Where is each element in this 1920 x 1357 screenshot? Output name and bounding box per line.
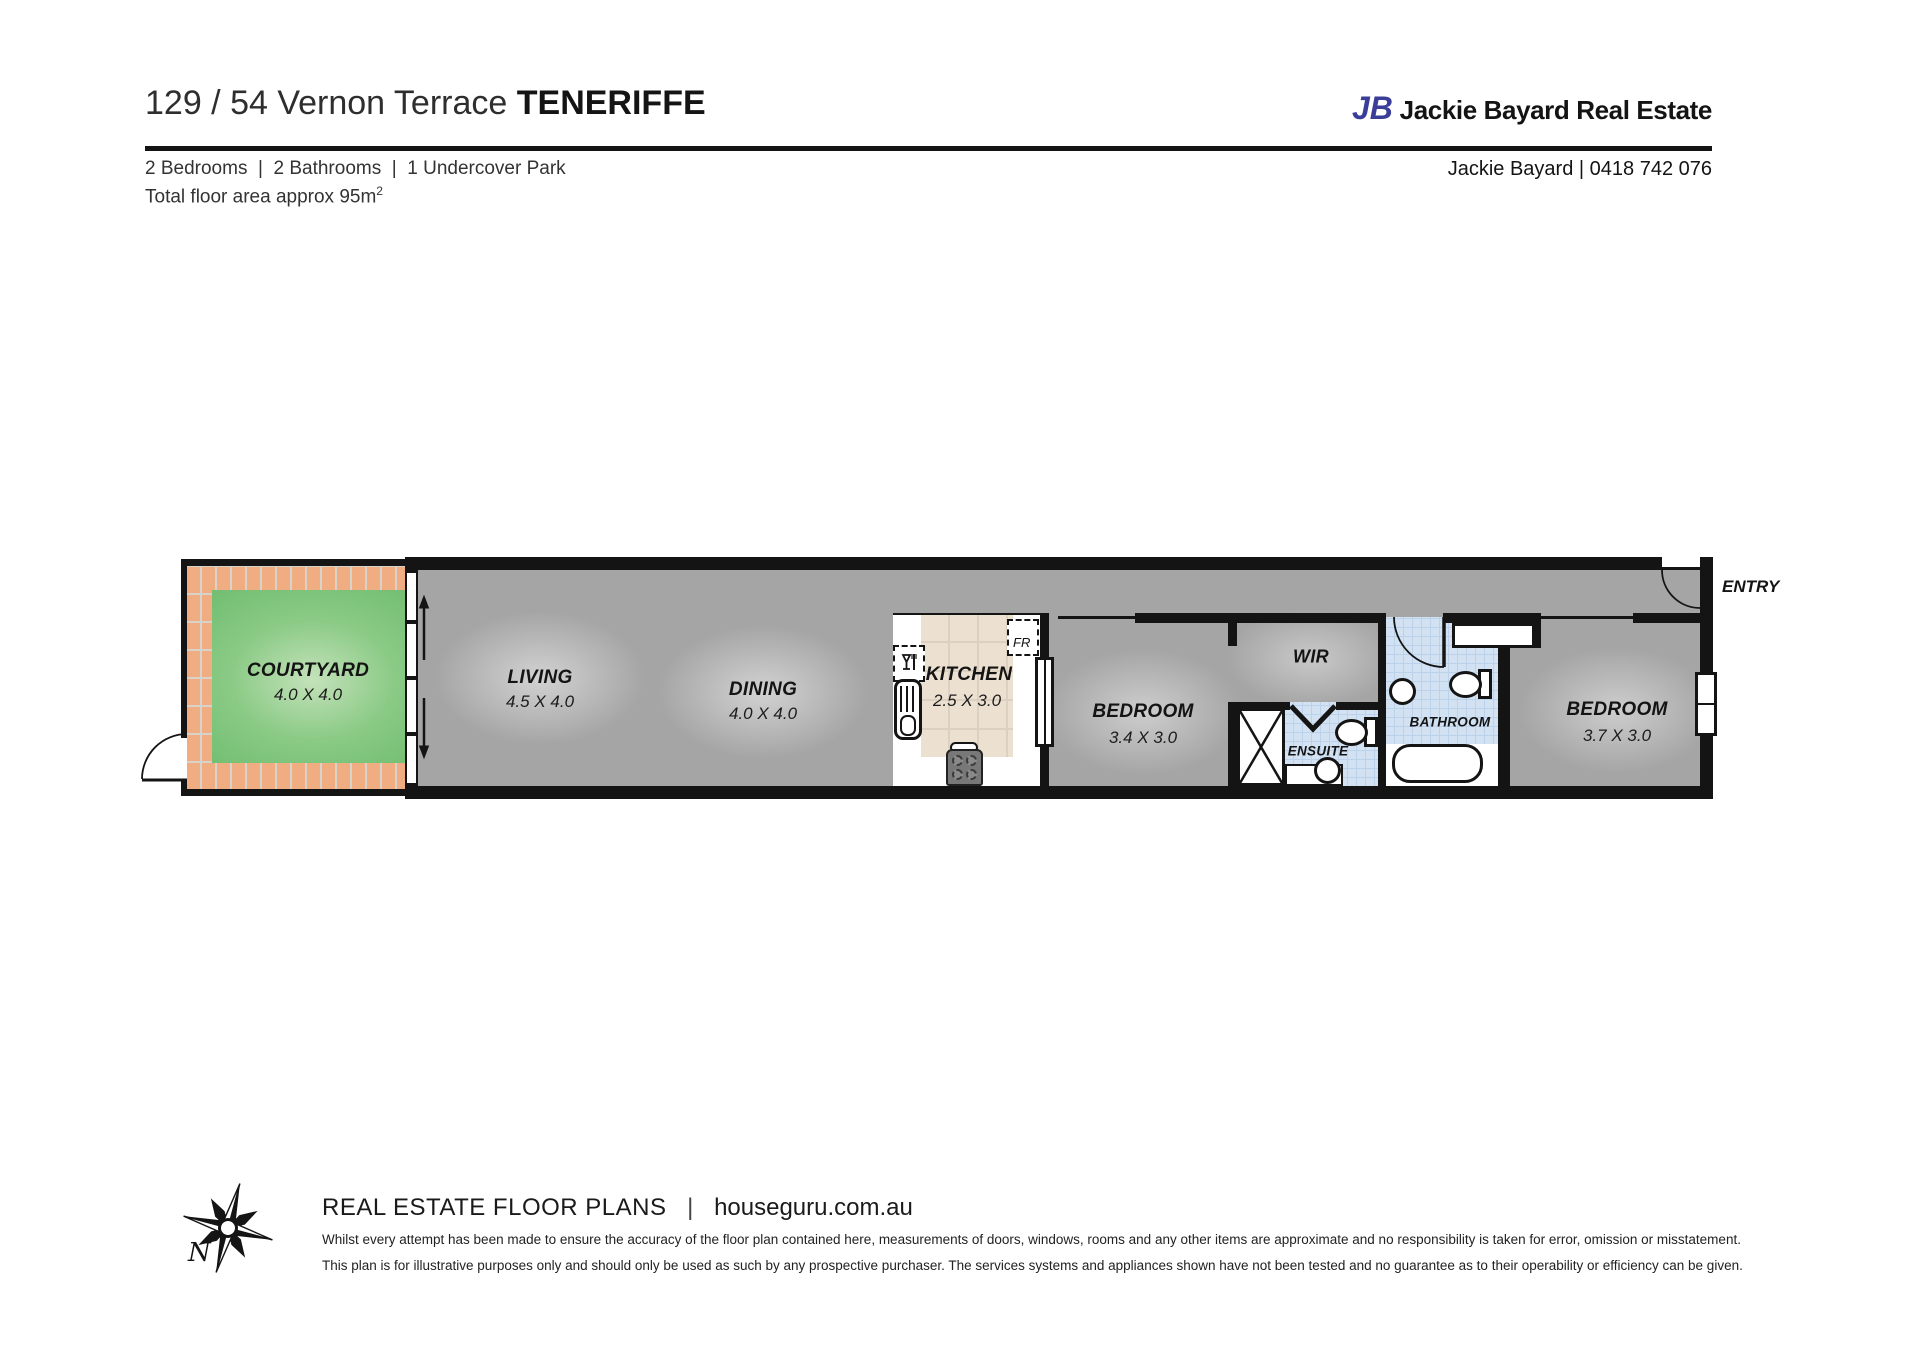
wall-bedroom2-top bbox=[1633, 613, 1700, 623]
room-dims-bedroom1: 3.4 X 3.0 bbox=[1108, 728, 1178, 747]
courtyard-sliding-door bbox=[405, 570, 418, 786]
wall-stub-bedroom2 bbox=[1535, 623, 1541, 648]
suburb-text: TENERIFFE bbox=[516, 84, 706, 122]
entry-label: ENTRY bbox=[1722, 577, 1780, 596]
bathroom-basin bbox=[1389, 678, 1416, 705]
kitchen-servery-window bbox=[1035, 657, 1054, 747]
footer-brand-line bbox=[322, 1194, 913, 1222]
bathtub bbox=[1392, 744, 1483, 783]
bathroom-toilet-bowl bbox=[1449, 671, 1482, 698]
room-label-dining: DINING bbox=[728, 679, 798, 700]
wall-right-upper bbox=[1700, 557, 1713, 672]
wall-bathroom-top bbox=[1443, 613, 1541, 623]
ensuite-shower bbox=[1237, 708, 1285, 786]
wall-hall-south bbox=[1135, 613, 1383, 623]
ensuite-toilet-bowl bbox=[1335, 719, 1368, 746]
room-label-wir: WIR bbox=[1293, 646, 1329, 667]
room-dims-dining: 4.0 X 4.0 bbox=[728, 704, 798, 723]
address-text: 129 / 54 Vernon Terrace bbox=[145, 84, 517, 122]
kitchen-tiles bbox=[921, 615, 1013, 757]
floor-area-text: Total floor area approx 95m bbox=[145, 186, 377, 208]
wall-stub-bedroom1 bbox=[1228, 623, 1237, 646]
kitchen-sink bbox=[894, 679, 922, 740]
room-label-courtyard: COURTYARD bbox=[246, 660, 370, 681]
disclaimer-line-2: This plan is for illustrative purposes only and should only be used as such by any prospective purchaser. The services systems and appliances shown have not been tested and no guarantee as to their operability or efficiency can be given. bbox=[322, 1258, 1743, 1273]
footer-divider: | bbox=[687, 1194, 694, 1221]
dishwasher-space bbox=[893, 645, 925, 682]
disclaimer-line-1: Whilst every attempt has been made to ensure the accuracy of the floor plan contained here, measurements of doors, windows, rooms and any other items are approximate and no responsibility is taken for error, omission or misstatement. bbox=[322, 1232, 1741, 1247]
room-dims-kitchen: 2.5 X 3.0 bbox=[932, 691, 1002, 710]
property-features: 2 Bedrooms | 2 Bathrooms | 1 Undercover Park bbox=[145, 158, 566, 179]
fridge-space bbox=[1007, 619, 1039, 656]
linen-cupboard bbox=[1452, 623, 1535, 648]
room-label-living: LIVING bbox=[507, 667, 573, 688]
room-label-kitchen: KITCHEN bbox=[925, 664, 1013, 685]
agency-initials-icon: JB bbox=[1351, 90, 1393, 126]
stove-cooktop bbox=[946, 749, 983, 786]
room-label-bedroom1: BEDROOM bbox=[1092, 701, 1194, 722]
footer-website: houseguru.com.au bbox=[714, 1194, 913, 1221]
wall-above-ensuite bbox=[1336, 702, 1383, 710]
courtyard-wall-left-upper bbox=[181, 559, 187, 738]
courtyard-gate-door bbox=[142, 734, 187, 780]
wall-ensuite-bathroom bbox=[1378, 613, 1386, 786]
wall-right-lower bbox=[1700, 736, 1713, 799]
agency-logo bbox=[0, 90, 1712, 127]
room-label-ensuite: ENSUITE bbox=[1287, 743, 1349, 759]
floor-area-exponent: 2 bbox=[376, 184, 383, 198]
dishwasher-icon bbox=[895, 648, 922, 679]
wall-bedroom1-robe bbox=[1228, 702, 1237, 786]
agency-name: Jackie Bayard Real Estate bbox=[1392, 95, 1712, 125]
room-dims-courtyard: 4.0 X 4.0 bbox=[273, 685, 343, 704]
room-label-bedroom2: BEDROOM bbox=[1566, 699, 1668, 720]
header-rule bbox=[145, 146, 1712, 151]
wall-top-main bbox=[405, 557, 1662, 570]
floor-area bbox=[145, 184, 383, 208]
room-dims-bedroom2: 3.7 X 3.0 bbox=[1582, 726, 1652, 745]
bedroom2-window bbox=[1695, 672, 1717, 736]
agent-contact: Jackie Bayard | 0418 742 076 bbox=[1447, 158, 1712, 180]
fridge-label: FR bbox=[1013, 635, 1031, 650]
compass-north-label: N bbox=[188, 1238, 211, 1268]
bedroom2-door-opening bbox=[1541, 616, 1633, 619]
ensuite-basin bbox=[1314, 757, 1341, 784]
entry-door-opening bbox=[1662, 567, 1700, 570]
footer-brand: REAL ESTATE FLOOR PLANS bbox=[322, 1194, 667, 1221]
courtyard-wall-bottom bbox=[181, 789, 408, 796]
bedroom1-door-opening bbox=[1058, 616, 1135, 619]
room-label-bathroom: BATHROOM bbox=[1409, 714, 1491, 730]
wall-bottom-main bbox=[405, 786, 1713, 799]
courtyard-wall-top bbox=[181, 559, 408, 566]
room-dims-living: 4.5 X 4.0 bbox=[505, 692, 575, 711]
courtyard-wall-left-lower bbox=[181, 780, 187, 796]
wall-bathroom-bedroom2 bbox=[1498, 648, 1510, 786]
